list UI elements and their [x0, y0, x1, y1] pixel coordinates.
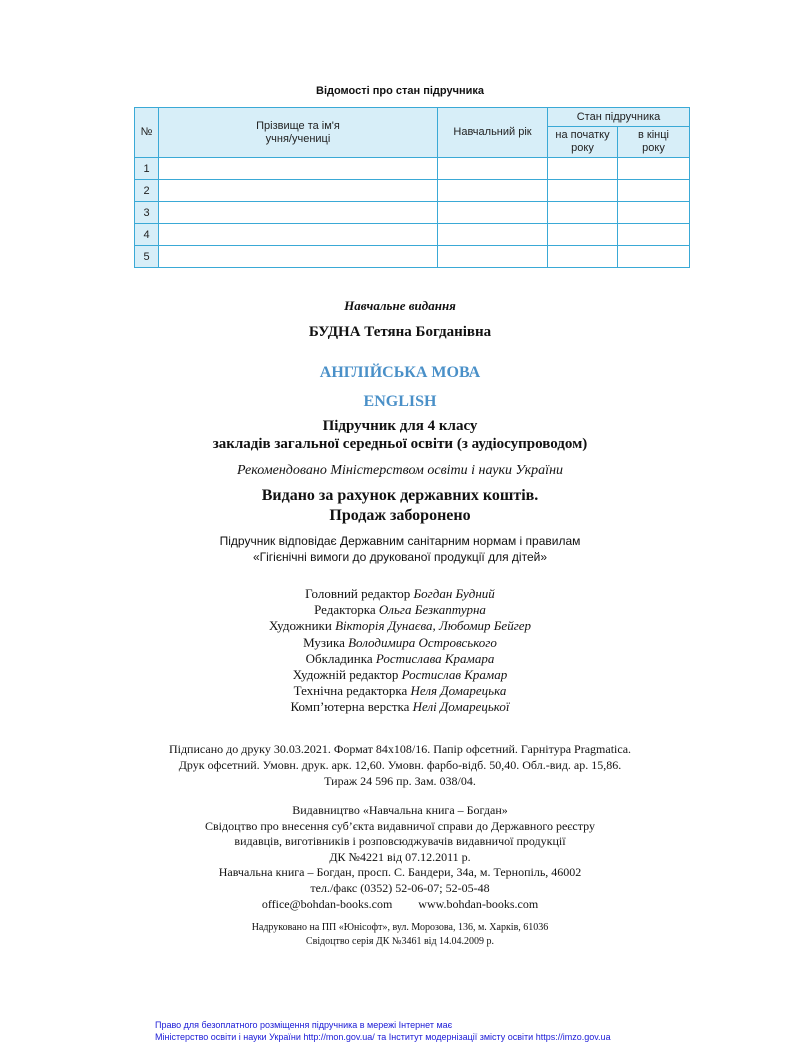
print-info — [0, 741, 800, 789]
cell-year — [438, 180, 548, 202]
publisher-line: тел./факс (0352) 52-06-07; 52-05-48 — [310, 880, 490, 895]
publisher-website: www.bohdan-books.com — [418, 896, 539, 911]
printer-line: Свідоцтво серія ДК №3461 від 14.04.2009 р. — [305, 935, 495, 947]
credit-name: Ростислав Крамар — [401, 667, 508, 683]
row-number: 2 — [135, 180, 159, 202]
print-info-line: Тираж 24 596 пр. Зам. 038/04. — [324, 774, 476, 788]
cell-end — [618, 158, 690, 180]
cell-end — [618, 180, 690, 202]
textbook-description-line1: Підручник для 4 класу — [322, 418, 478, 434]
header-number: № — [135, 108, 159, 158]
row-number: 5 — [135, 246, 159, 268]
row-number: 4 — [135, 224, 159, 246]
cell-year — [438, 246, 548, 268]
table-title: Відомості про стан підручника — [316, 85, 484, 97]
credit-line — [0, 586, 800, 602]
cell-start — [548, 246, 618, 268]
cell-start — [548, 224, 618, 246]
credit-name: Володимира Островського — [348, 634, 497, 650]
credit-name: Неля Домарецька — [410, 683, 507, 699]
publisher-line: Навчальна книга – Богдан, просп. С. Бандери, 34а, м. Тернопіль, 46002 — [218, 865, 582, 880]
recommendation: Рекомендовано Міністерством освіти і науки України — [236, 463, 564, 478]
printer-line: Надруковано на ПП «Юнісофт», вул. Морозова, 136, м. Харків, 61036 — [251, 922, 549, 933]
header-condition: Стан підручника — [548, 108, 690, 127]
table-row — [135, 224, 690, 246]
header-year: Навчальний рік — [438, 108, 548, 158]
row-number: 1 — [135, 158, 159, 180]
print-info-line: Друк офсетний. Умовн. друк. арк. 12,60. Умовн. фарбо-відб. 50,40. Обл.-вид. ар. 15,86. — [178, 758, 622, 772]
publisher-line: Видавництво «Навчальна книга – Богдан» — [292, 803, 508, 817]
textbook-description-line2: закладів загальної середньої освіти (з аудіосупроводом) — [212, 436, 588, 452]
credit-line — [0, 618, 800, 634]
cell-end — [618, 224, 690, 246]
cell-start — [548, 202, 618, 224]
credit-role: Комп’ютерна верстка — [290, 699, 410, 715]
credit-line — [0, 635, 800, 651]
credit-role: Обкладинка — [305, 650, 373, 666]
rights-notice-line2: Міністерство освіти і науки України http://mon.gov.ua/ та Інститут модернізації змісту освіти https://imzo.gov.ua — [155, 1031, 611, 1042]
publisher-line: ДК №4221 від 07.12.2011 р. — [329, 849, 471, 864]
table-row — [135, 158, 690, 180]
credit-role: Технічна редакторка — [293, 683, 408, 699]
cell-name — [159, 246, 438, 268]
subject-title: АНГЛІЙСЬКА МОВА — [319, 364, 481, 381]
subject-title-english: ENGLISH — [363, 393, 437, 410]
credit-name: Вікторія Дунаєва, Любомир Бейгер — [335, 618, 532, 634]
print-info-line: Підписано до друку 30.03.2021. Формат 84x108/16. Папір офсетний. Гарнітура Pragmatica. — [168, 742, 632, 756]
credit-name: Нелі Домарецької — [412, 699, 510, 715]
sanitary-notice-line2: «Гігієнічні вимоги до друкованої продукції для дітей» — [252, 550, 548, 564]
table-row — [135, 202, 690, 224]
credit-role: Художники — [268, 618, 332, 634]
credit-line — [0, 699, 800, 715]
cell-start — [548, 158, 618, 180]
cell-year — [438, 202, 548, 224]
credit-name: Богдан Будний — [413, 586, 495, 601]
credit-name: Ростислава Крамара — [375, 650, 495, 666]
cell-name — [159, 158, 438, 180]
printer-info — [0, 921, 800, 948]
header-condition-start: на початку року — [548, 127, 618, 158]
publisher-email: office@bohdan-books.com — [261, 896, 393, 911]
publisher-contacts — [0, 897, 800, 913]
row-number: 3 — [135, 202, 159, 224]
credit-role: Музика — [303, 634, 345, 650]
table-row — [135, 180, 690, 202]
cell-year — [438, 224, 548, 246]
cell-name — [159, 202, 438, 224]
funding-notice-line1: Видано за рахунок державних коштів. — [261, 487, 539, 504]
textbook-condition-table — [134, 107, 690, 268]
rights-notice-line1: Право для безоплатного розміщення підручника в мережі Інтернет має — [155, 1020, 453, 1030]
credit-line — [0, 683, 800, 699]
cell-end — [618, 202, 690, 224]
credit-role: Головний редактор — [305, 586, 411, 601]
rights-notice — [155, 1020, 611, 1043]
publisher-info — [0, 803, 800, 912]
cell-year — [438, 158, 548, 180]
credit-line — [0, 602, 800, 618]
cell-start — [548, 180, 618, 202]
credit-name: Ольга Безкаптурна — [378, 602, 486, 618]
table-row — [135, 246, 690, 268]
credit-line — [0, 667, 800, 683]
credit-role: Редакторка — [314, 602, 376, 618]
publisher-line: Свідоцтво про внесення суб’єкта видавничої справи до Державного реєстру — [205, 818, 595, 833]
edition-type: Навчальне видання — [344, 298, 456, 313]
author: БУДНА Тетяна Богданівна — [308, 324, 492, 340]
header-name: Прізвище та ім'я учня/учениці — [159, 108, 438, 158]
funding-notice-line2: Продаж заборонено — [329, 507, 471, 524]
credit-role: Художній редактор — [292, 667, 399, 683]
header-condition-end: в кінці року — [618, 127, 690, 158]
sanitary-notice-line1: Підручник відповідає Державним санітарним нормам і правилам — [219, 534, 581, 548]
publisher-line: видавців, виготівників і розповсюджувачів видавничої продукції — [234, 834, 566, 849]
credits — [0, 586, 800, 716]
cell-name — [159, 180, 438, 202]
credit-line — [0, 651, 800, 667]
cell-name — [159, 224, 438, 246]
cell-end — [618, 246, 690, 268]
